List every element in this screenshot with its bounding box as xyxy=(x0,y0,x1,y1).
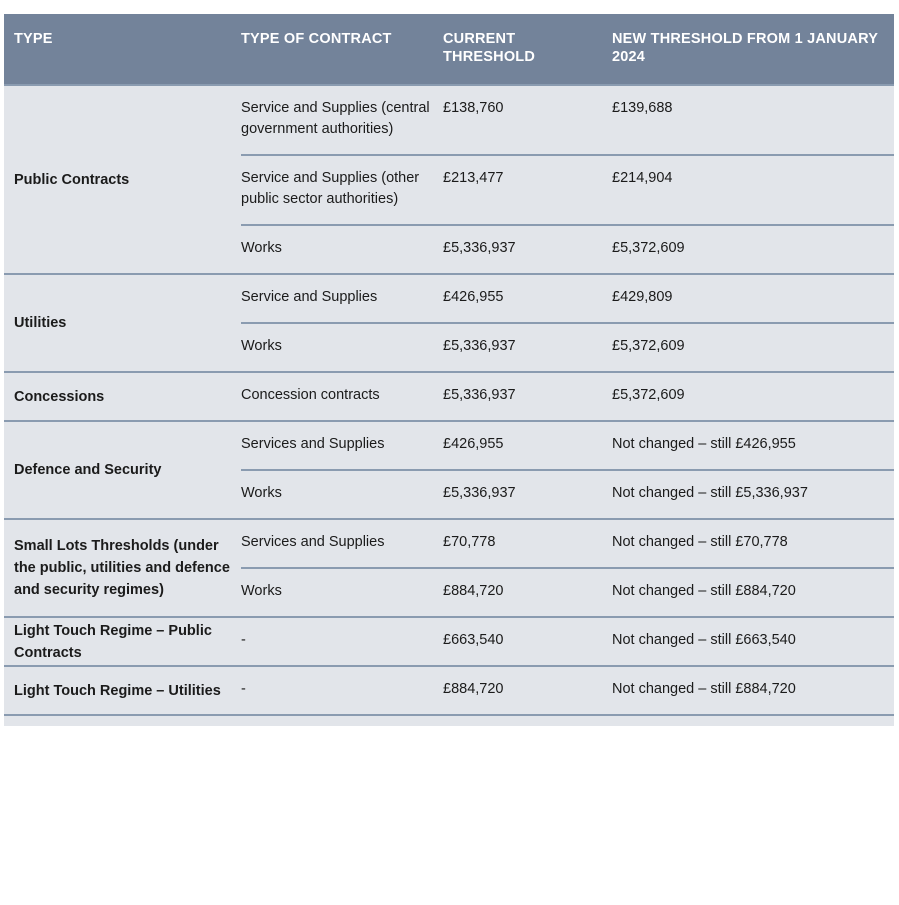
row-group-type-label: Defence and Security xyxy=(4,421,241,519)
table-bottom-rule-cell xyxy=(4,715,894,726)
cell-type-of-contract: Works xyxy=(241,225,443,274)
column-header-type: TYPE xyxy=(14,31,53,47)
table-body xyxy=(4,85,894,726)
row-group-type-label: Small Lots Thresholds (under the public, utilities and defence and security regimes) xyxy=(4,519,241,617)
cell-new-threshold: Not changed – still £70,778 xyxy=(612,519,894,568)
cell-new-threshold: £139,688 xyxy=(612,85,894,155)
cell-current-threshold: £5,336,937 xyxy=(443,225,612,274)
table-row xyxy=(4,666,894,715)
cell-current-threshold: £138,760 xyxy=(443,85,612,155)
cell-current-threshold: £70,778 xyxy=(443,519,612,568)
column-header-type-of-contract: TYPE OF CONTRACT xyxy=(241,31,392,47)
cell-type-of-contract: - xyxy=(241,666,443,715)
cell-current-threshold: £426,955 xyxy=(443,274,612,323)
table-row xyxy=(4,372,894,421)
cell-new-threshold: Not changed – still £884,720 xyxy=(612,568,894,617)
cell-current-threshold: £5,336,937 xyxy=(443,470,612,519)
row-group-type-label: Light Touch Regime – Utilities xyxy=(4,666,241,715)
cell-current-threshold: £426,955 xyxy=(443,421,612,470)
cell-current-threshold: £5,336,937 xyxy=(443,323,612,372)
row-group-type-label: Light Touch Regime – Public Contracts xyxy=(4,617,241,666)
cell-type-of-contract: Works xyxy=(241,323,443,372)
cell-type-of-contract: Works xyxy=(241,470,443,519)
row-group-type-label: Utilities xyxy=(4,274,241,372)
cell-type-of-contract: Services and Supplies xyxy=(241,421,443,470)
cell-new-threshold: £5,372,609 xyxy=(612,323,894,372)
table-row xyxy=(4,85,894,155)
column-header-current-threshold: CURRENT THRESHOLD xyxy=(443,31,536,65)
cell-type-of-contract: Service and Supplies (other public sector authorities) xyxy=(241,155,443,225)
table-row xyxy=(4,421,894,470)
table-bottom-rule xyxy=(4,715,894,726)
cell-type-of-contract: Service and Supplies xyxy=(241,274,443,323)
cell-new-threshold: £429,809 xyxy=(612,274,894,323)
cell-type-of-contract: Concession contracts xyxy=(241,372,443,421)
cell-current-threshold: £5,336,937 xyxy=(443,372,612,421)
table-header xyxy=(4,14,894,85)
cell-new-threshold: £5,372,609 xyxy=(612,225,894,274)
cell-type-of-contract: Services and Supplies xyxy=(241,519,443,568)
row-group-type-label: Public Contracts xyxy=(4,85,241,274)
column-header-new-threshold: NEW THRESHOLD FROM 1 JANUARY 2024 xyxy=(612,31,878,65)
cell-new-threshold: £5,372,609 xyxy=(612,372,894,421)
cell-current-threshold: £884,720 xyxy=(443,568,612,617)
row-group-type-label: Concessions xyxy=(4,372,241,421)
cell-new-threshold: Not changed – still £663,540 xyxy=(612,617,894,666)
cell-new-threshold: Not changed – still £884,720 xyxy=(612,666,894,715)
procurement-thresholds-table xyxy=(4,14,894,726)
cell-type-of-contract: Service and Supplies (central government authorities) xyxy=(241,85,443,155)
table-row xyxy=(4,274,894,323)
cell-new-threshold: Not changed – still £426,955 xyxy=(612,421,894,470)
cell-current-threshold: £213,477 xyxy=(443,155,612,225)
thresholds-table-container xyxy=(4,14,894,726)
table-row xyxy=(4,519,894,568)
cell-type-of-contract: Works xyxy=(241,568,443,617)
cell-current-threshold: £663,540 xyxy=(443,617,612,666)
cell-new-threshold: Not changed – still £5,336,937 xyxy=(612,470,894,519)
cell-new-threshold: £214,904 xyxy=(612,155,894,225)
table-row xyxy=(4,617,894,666)
cell-current-threshold: £884,720 xyxy=(443,666,612,715)
header-row xyxy=(4,14,894,85)
cell-type-of-contract: - xyxy=(241,617,443,666)
